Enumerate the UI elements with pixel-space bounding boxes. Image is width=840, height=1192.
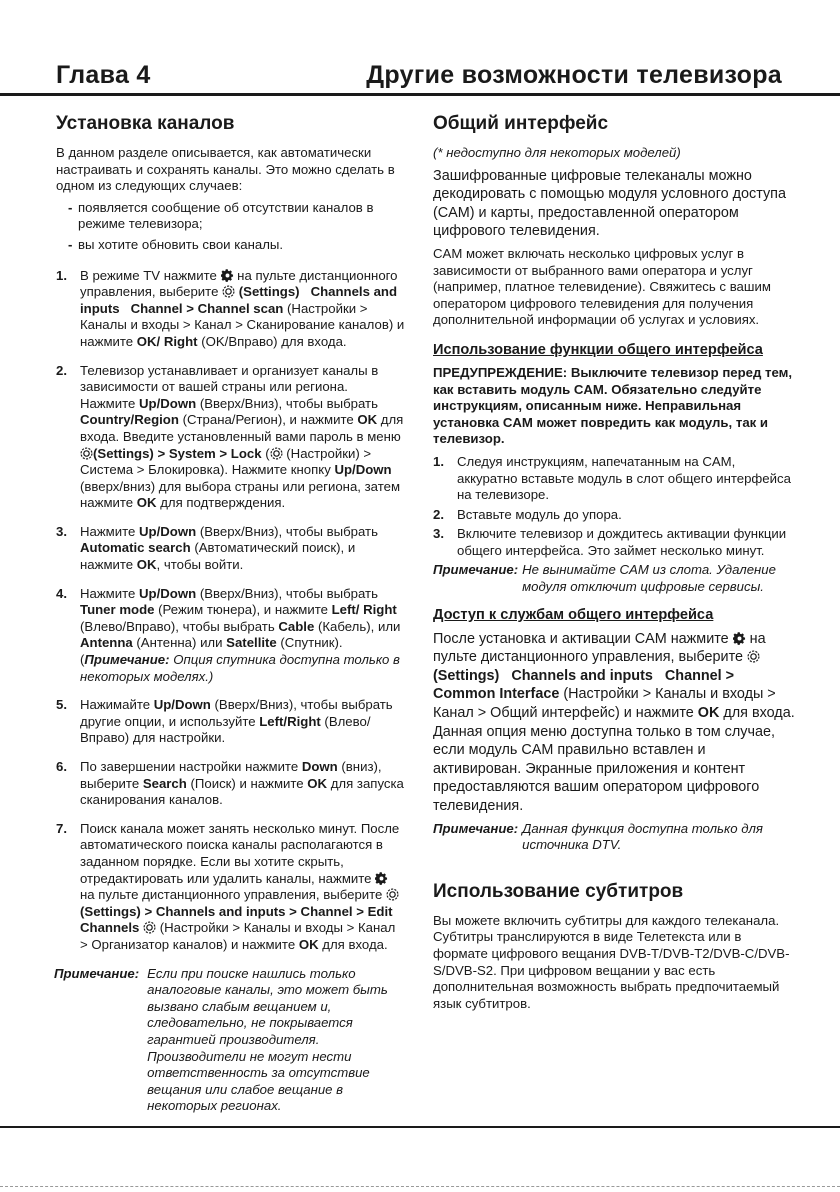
step-text: Нажмите bbox=[80, 585, 140, 601]
step-bold: (Settings) bbox=[238, 284, 300, 300]
step-7 bbox=[56, 821, 406, 954]
step-text: (Поиск) и нажмите bbox=[186, 775, 308, 791]
step-bold: OK bbox=[136, 557, 157, 573]
warning-text: ПРЕДУПРЕЖДЕНИЕ: Выключите телевизор перед тем, как вставить модуль CAM. Обязательно следуйте инструкциям, описанным ниже. Неправильная установка CAM может повредить как модуль, так и телевизор. bbox=[433, 364, 793, 447]
note-text: Данная функция доступна только для источника DTV. bbox=[522, 820, 763, 853]
step-6 bbox=[56, 759, 406, 809]
step-text: Вставьте модуль до упора. bbox=[457, 506, 622, 522]
access-bold: Channel > Common Interface bbox=[433, 667, 735, 703]
step-number: 5. bbox=[56, 697, 67, 713]
settings-icon bbox=[270, 447, 283, 460]
header-rule bbox=[0, 93, 840, 96]
step-text: для запуска сканирования каналов. bbox=[80, 775, 404, 808]
section-heading-common-interface: Общий интерфейс bbox=[433, 113, 609, 134]
access-bold: (Settings) bbox=[433, 667, 500, 684]
access-text: После установка и активации CAM нажмите bbox=[433, 630, 733, 647]
list-item bbox=[433, 454, 795, 504]
right-column bbox=[433, 112, 795, 1017]
step-bold: OK bbox=[136, 495, 157, 511]
list-item bbox=[433, 526, 795, 559]
access-text: для входа. Данная опция меню доступна только в том случае, если модуль CAM правильно вставлен и активирован. Экранные приложения и контент предоставляются вашим оператором цифрового телевидения. bbox=[433, 705, 795, 814]
step-text: (Кабель), или bbox=[314, 618, 401, 634]
step-text: (Настройки > Каналы и входы > Канал > Сканирование каналов) и нажмите bbox=[80, 300, 405, 349]
subtitles-paragraph: Вы можете включить субтитры для каждого телеканала. Субтитры транслируются в виде Телетекста или в формате цифрового вещания DVB-T/DVB-T2/DVB-C/DVB-S/DVB-S2. При цифровом вещании у вас есть дополнительная возможность выбрать предпочитаемый язык субтитров. bbox=[433, 912, 790, 1011]
settings-icon bbox=[222, 285, 235, 298]
step-text: , чтобы войти. bbox=[156, 557, 244, 573]
gear-icon bbox=[733, 632, 746, 645]
step-text: Включите телевизор и дождитесь активации функции общего интерфейса. Это займет несколько минут. bbox=[457, 526, 787, 558]
step-text: Телевизор устанавливает и организует каналы в зависимости от вашей страны или региона. Нажмите bbox=[80, 362, 379, 411]
step-bold: Search bbox=[142, 775, 187, 791]
step-bold: Cable bbox=[278, 618, 315, 634]
ci-paragraph: CAM может включать несколько цифровых услуг в зависимости от выбранного вами оператора и услуг (например, платное телевидение). Свяжитесь с вашим оператором цифрового телевидения для получения дополнительной информации об услугах и условиях. bbox=[433, 245, 771, 328]
step-text: (Спутник). ( bbox=[80, 635, 343, 668]
settings-icon bbox=[386, 888, 399, 901]
gear-icon bbox=[375, 872, 388, 885]
footer-rule bbox=[0, 1126, 840, 1128]
section-heading-channel-setup: Установка каналов bbox=[56, 113, 235, 134]
list-item: - вы хотите обновить свои каналы. bbox=[56, 237, 406, 254]
subheading-using-ci: Использование функции общего интерфейса bbox=[433, 341, 763, 358]
step-text: По завершении настройки нажмите bbox=[80, 759, 302, 774]
step-text: Следуя инструкциям, напечатанным на CAM, аккуратно вставьте модуль в слот общего интерфейса на телевизоре. bbox=[457, 453, 791, 503]
step-bold: Up/Down bbox=[153, 697, 211, 713]
step-bold: (Settings) > System > Lock bbox=[93, 445, 262, 461]
step-note-text: Опция спутника доступна только в некоторых моделях.) bbox=[80, 652, 400, 684]
step-4 bbox=[56, 586, 406, 686]
step-text: (Влево/Вправо), чтобы выбрать bbox=[80, 618, 279, 634]
page-edge-divider bbox=[0, 1186, 840, 1189]
note-block bbox=[54, 966, 406, 1115]
step-bold: Left/Right bbox=[259, 713, 321, 729]
step-text: для подтверждения. bbox=[156, 495, 286, 511]
access-bold: Channels and inputs bbox=[511, 667, 653, 684]
step-number: 6. bbox=[56, 759, 67, 774]
step-text: (Вверх/Вниз), чтобы выбрать другие опции, и используйте bbox=[80, 697, 393, 729]
note-label: Примечание: bbox=[433, 562, 519, 578]
step-number: 3. bbox=[56, 523, 67, 539]
step-bold: Channel > Channel scan bbox=[130, 300, 284, 316]
step-text: на пульте дистанционного управления, выберите bbox=[80, 267, 398, 300]
access-text: на пульте дистанционного управления, выберите bbox=[433, 630, 766, 666]
ci-intro: Зашифрованные цифровые телеканалы можно декодировать с помощью модуля условного доступа (CAM) и карты, предоставленной оператором цифрового телевидения. bbox=[433, 167, 786, 240]
steps-list bbox=[56, 268, 406, 954]
step-bold: Tuner mode bbox=[80, 602, 155, 618]
step-text: (OK/Вправо) для входа. bbox=[197, 333, 347, 349]
step-text: для входа. Введите установленный вами пароль в меню bbox=[80, 412, 404, 444]
settings-icon bbox=[80, 447, 93, 460]
step-text: для входа. bbox=[318, 936, 388, 952]
step-number: 2. bbox=[433, 506, 444, 522]
step-text: (Настройки > Каналы и входы > Канал > Организатор каналов) и нажмите bbox=[80, 920, 396, 952]
step-text: (Автоматический поиск), и нажмите bbox=[80, 540, 356, 573]
page-header bbox=[56, 54, 782, 90]
step-bold: OK/ Right bbox=[136, 333, 198, 349]
step-bold: Up/Down bbox=[139, 585, 197, 601]
step-bold: Up/Down bbox=[139, 523, 197, 539]
step-bold: OK bbox=[307, 775, 328, 791]
step-bold: Antenna bbox=[80, 635, 133, 651]
list-item bbox=[433, 507, 795, 524]
step-number: 7. bbox=[56, 820, 67, 836]
step-number: 1. bbox=[433, 453, 444, 469]
step-text: Нажмите bbox=[80, 523, 140, 539]
step-bold: Satellite bbox=[226, 635, 277, 651]
step-number: 4. bbox=[56, 585, 67, 601]
note-text: Если при поиске нашлись только аналоговые каналы, это может быть вызвано слабым вещанием и, следовательно, не покрывается гарантией производителя. Производители не могут нести ответственность за отсутствие вещания или слабое вещание в некоторых регионах. bbox=[147, 965, 388, 1114]
note-text: Не вынимайте CAM из слота. Удаление модуля отключит цифровые сервисы. bbox=[522, 562, 776, 595]
step-text: Нажимайте bbox=[80, 697, 154, 713]
step-bold: Up/Down bbox=[334, 462, 392, 478]
step-bold: Down bbox=[301, 759, 338, 774]
list-item: - появляется сообщение об отсутствии каналов в режиме телевизора; bbox=[56, 200, 406, 233]
step-text: (Влево/Вправо) для настройки. bbox=[80, 713, 371, 746]
access-paragraph bbox=[433, 630, 795, 816]
step-number: 2. bbox=[56, 362, 67, 378]
step-number: 3. bbox=[433, 526, 444, 542]
step-bold: Automatic search bbox=[80, 540, 191, 556]
step-text: Поиск канала может занять несколько минут. После автоматического поиска каналы располагаются в заданном порядке. Если вы хотите скрыть, отредактировать или удалить каналы, нажмите bbox=[80, 820, 400, 886]
left-column bbox=[56, 112, 406, 1115]
step-number: 1. bbox=[56, 267, 67, 283]
subheading-access-ci: Доступ к службам общего интерфейса bbox=[433, 606, 714, 623]
gear-icon bbox=[221, 269, 234, 282]
step-bold: OK bbox=[298, 936, 319, 952]
step-text: (вверх/вниз) для выбора страны или региона, затем нажмите bbox=[80, 478, 401, 511]
step-bold: OK bbox=[357, 412, 378, 428]
note-label: Примечание: bbox=[54, 965, 140, 981]
step-1 bbox=[56, 268, 406, 351]
availability-note: (* недоступно для некоторых моделей) bbox=[433, 145, 681, 160]
chapter-label: Глава 4 bbox=[56, 61, 151, 89]
step-text: (Вверх/Вниз), чтобы выбрать bbox=[196, 523, 378, 539]
step-3 bbox=[56, 524, 406, 574]
step-text: (Антенна) или bbox=[132, 635, 227, 651]
settings-icon bbox=[747, 650, 760, 663]
step-text: (Режим тюнера), и нажмите bbox=[154, 602, 332, 618]
step-2: 2. Телевизор устанавливает и организует каналы в зависимости от вашей страны или региона. Нажмите Up/Down (Вверх/Вниз), чтобы выбрать Country/Region (Страна/Регион), и нажмите OK для входа. Введите установленный вами пароль в меню (Settings) > System > Lock ( (Настройки) > Система > Блокировка). Нажмите кнопку Up/Down (вверх/вниз) для выбора страны или региона, затем нажмите OK для подтверждения. bbox=[56, 362, 404, 511]
step-text: (Вверх/Вниз), чтобы выбрать bbox=[196, 585, 378, 601]
chapter-title: Другие возможности телевизора bbox=[366, 61, 782, 89]
cam-steps-list bbox=[433, 454, 795, 560]
step-bold: Left/ Right bbox=[331, 602, 397, 618]
step-text: (Настройки) > Система > Блокировка). Нажмите кнопку bbox=[80, 445, 372, 478]
step-text: (Страна/Регион), и нажмите bbox=[178, 412, 358, 428]
step-5 bbox=[56, 697, 406, 747]
step-text: на пульте дистанционного управления, выберите bbox=[80, 887, 387, 903]
intro-paragraph: В данном разделе описывается, как автоматически настраивать и сохранять каналы. Это можно сделать в одном из следующих случаев: bbox=[56, 145, 395, 194]
access-text: (Настройки > Каналы и входы > Канал > Общий интерфейс) и нажмите bbox=[433, 686, 776, 722]
case-list bbox=[56, 200, 406, 254]
settings-icon bbox=[143, 921, 156, 934]
step-text: В режиме TV нажмите bbox=[80, 267, 221, 283]
note-block bbox=[433, 562, 795, 595]
note-block bbox=[433, 821, 795, 854]
step-bold: (Settings) > Channels and inputs > Channel > Edit Channels bbox=[80, 903, 393, 936]
step-bold: Up/Down bbox=[139, 395, 197, 411]
step-text: (вниз), выберите bbox=[80, 759, 382, 791]
step-text: (Вверх/Вниз), чтобы выбрать bbox=[196, 395, 378, 411]
note-label: Примечание: bbox=[433, 820, 519, 836]
step-bold: Channels and inputs bbox=[80, 284, 398, 316]
step-note-label: Примечание: bbox=[84, 652, 170, 668]
step-bold: Country/Region bbox=[80, 412, 179, 428]
access-bold: OK bbox=[697, 705, 720, 722]
section-heading-subtitles: Использование субтитров bbox=[433, 880, 684, 902]
